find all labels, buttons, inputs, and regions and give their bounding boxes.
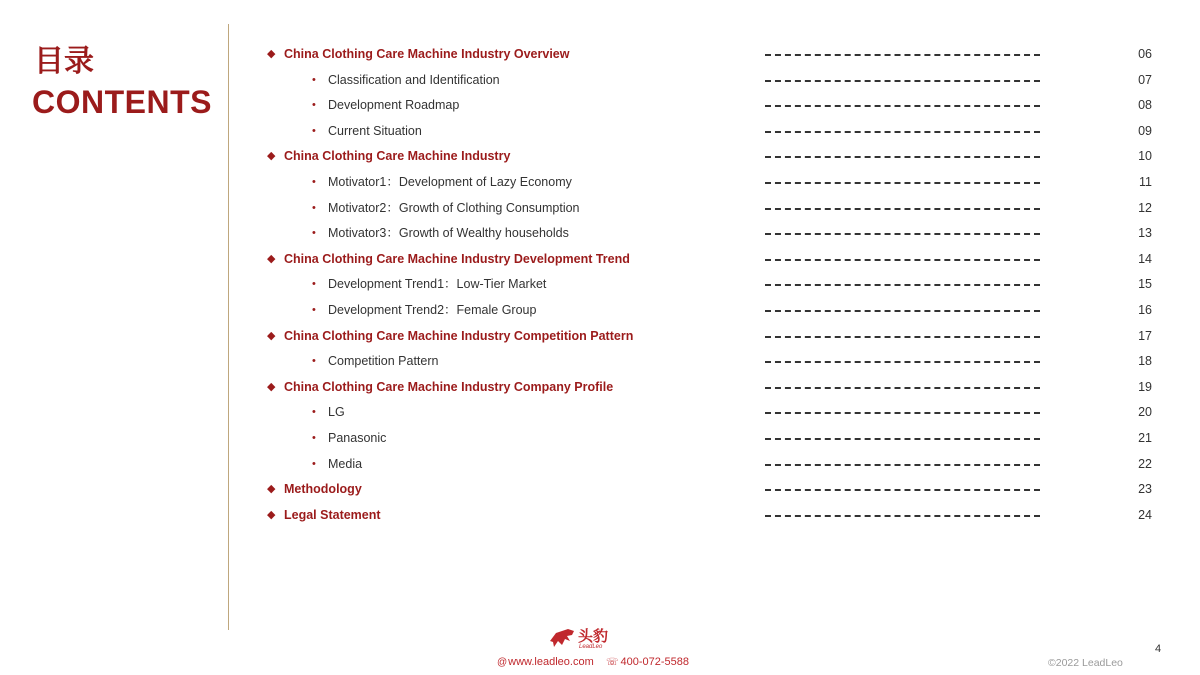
toc-page-number: 20	[1138, 405, 1152, 420]
footer-phone	[606, 656, 689, 668]
toc-page-number: 23	[1138, 482, 1152, 497]
toc-section-row[interactable]	[0, 41, 1200, 67]
toc-subsection-row[interactable]	[0, 118, 1200, 144]
diamond-icon: ◆	[267, 252, 276, 265]
toc-page-number: 16	[1138, 302, 1152, 317]
toc-label: China Clothing Care Machine Industry Competition Pattern	[284, 328, 634, 343]
bullet-icon: •	[312, 201, 316, 214]
copyright: ©2022 LeadLeo	[1048, 657, 1123, 669]
toc-page-number: 21	[1138, 430, 1152, 445]
phone-icon: ☏	[606, 657, 619, 668]
toc-label: China Clothing Care Machine Industry Overview	[284, 47, 570, 61]
toc-section-row[interactable]	[0, 143, 1200, 169]
dotted-leader	[765, 208, 1040, 210]
dotted-leader	[765, 182, 1040, 184]
toc-subsection-row[interactable]	[0, 297, 1200, 323]
toc-subsection-row[interactable]	[0, 399, 1200, 425]
toc-section-row[interactable]	[0, 374, 1200, 400]
toc-subsection-row[interactable]	[0, 348, 1200, 374]
toc-page-number: 10	[1138, 149, 1152, 164]
leadleo-logo	[548, 625, 638, 657]
toc-label: Panasonic	[328, 430, 387, 445]
toc-page-number: 18	[1138, 354, 1152, 369]
toc-label: China Clothing Care Machine Industry	[284, 149, 511, 164]
toc-page-number: 06	[1138, 47, 1152, 61]
toc-label: Classification and Identification	[328, 72, 500, 87]
diamond-icon: ◆	[267, 483, 276, 496]
toc-label: Legal Statement	[284, 507, 381, 522]
diamond-icon: ◆	[267, 150, 276, 163]
toc-subsection-row[interactable]	[0, 92, 1200, 118]
bullet-icon: •	[312, 431, 316, 444]
toc-subsection-row[interactable]	[0, 451, 1200, 477]
toc-label: Media	[328, 456, 363, 471]
dotted-leader	[765, 438, 1040, 440]
dotted-leader	[765, 259, 1040, 261]
toc-label: Motivator2：Growth of Clothing Consumption	[328, 200, 580, 215]
toc-page-number: 17	[1138, 328, 1152, 343]
dotted-leader	[765, 80, 1040, 82]
dotted-leader	[765, 233, 1040, 235]
bullet-icon: •	[312, 457, 316, 470]
dotted-leader	[765, 131, 1040, 133]
toc-label: Development Roadmap	[328, 98, 460, 113]
bullet-icon: •	[312, 278, 316, 291]
dotted-leader	[765, 387, 1040, 389]
toc-label: Development Trend2：Female Group	[328, 302, 537, 317]
toc-page-number: 07	[1138, 72, 1152, 87]
toc-section-row[interactable]	[0, 502, 1200, 528]
toc-section-row[interactable]	[0, 476, 1200, 502]
toc-page-number: 08	[1138, 98, 1152, 113]
bullet-icon: •	[312, 303, 316, 316]
bullet-icon: •	[312, 406, 316, 419]
bullet-icon: •	[312, 175, 316, 188]
dotted-leader	[765, 464, 1040, 466]
toc-page-number: 13	[1138, 226, 1152, 241]
dotted-leader	[765, 156, 1040, 158]
dotted-leader	[765, 515, 1040, 517]
toc-subsection-row[interactable]	[0, 67, 1200, 93]
toc-label: LG	[328, 405, 345, 420]
dotted-leader	[765, 489, 1040, 491]
toc-label: Current Situation	[328, 123, 422, 138]
bullet-icon: •	[312, 124, 316, 137]
diamond-icon: ◆	[267, 508, 276, 521]
table-of-contents	[0, 41, 1200, 527]
toc-subsection-row[interactable]	[0, 425, 1200, 451]
logo-text-cn: 头豹	[578, 627, 609, 645]
diamond-icon: ◆	[267, 329, 276, 342]
toc-page-number: 15	[1138, 277, 1152, 292]
bullet-icon: •	[312, 355, 316, 368]
diamond-icon: ◆	[267, 380, 276, 393]
dotted-leader	[765, 412, 1040, 414]
page-number: 4	[1155, 643, 1162, 655]
page-title-en: CONTENTS	[32, 84, 212, 120]
toc-section-row[interactable]	[0, 246, 1200, 272]
toc-subsection-row[interactable]	[0, 220, 1200, 246]
logo-text-en: LeadLeo	[579, 644, 603, 650]
toc-section-row[interactable]	[0, 323, 1200, 349]
bullet-icon: •	[312, 227, 316, 240]
toc-label: China Clothing Care Machine Industry Development Trend	[284, 251, 630, 266]
bullet-icon: •	[312, 99, 316, 112]
toc-label: Motivator3：Growth of Wealthy households	[328, 226, 569, 241]
toc-label: China Clothing Care Machine Industry Company Profile	[284, 379, 614, 394]
toc-label: Development Trend1：Low-Tier Market	[328, 277, 547, 292]
dotted-leader	[765, 310, 1040, 312]
toc-page-number: 09	[1138, 123, 1152, 138]
dotted-leader	[765, 361, 1040, 363]
page-title-cn: 目录	[34, 44, 94, 79]
dotted-leader	[765, 284, 1040, 286]
toc-subsection-row[interactable]	[0, 271, 1200, 297]
toc-page-number: 14	[1138, 251, 1152, 266]
website-text: www.leadleo.com	[508, 656, 594, 668]
toc-page-number: 24	[1138, 507, 1152, 522]
leopard-logo-icon	[548, 627, 576, 651]
toc-page-number: 12	[1138, 200, 1152, 215]
dotted-leader	[765, 105, 1040, 107]
toc-page-number: 22	[1138, 456, 1152, 471]
footer-website[interactable]	[497, 656, 594, 668]
dotted-leader	[765, 336, 1040, 338]
toc-subsection-row[interactable]	[0, 195, 1200, 221]
diamond-icon: ◆	[267, 48, 276, 60]
bullet-icon: •	[312, 73, 316, 86]
toc-page-number: 11	[1139, 174, 1152, 189]
toc-label: Methodology	[284, 482, 362, 497]
toc-page-number: 19	[1138, 379, 1152, 394]
toc-subsection-row[interactable]	[0, 169, 1200, 195]
toc-label: Competition Pattern	[328, 354, 439, 369]
dotted-leader	[765, 54, 1040, 56]
phone-text: 400-072-5588	[620, 656, 690, 668]
toc-label: Motivator1：Development of Lazy Economy	[328, 174, 572, 189]
at-icon: @	[497, 657, 508, 668]
